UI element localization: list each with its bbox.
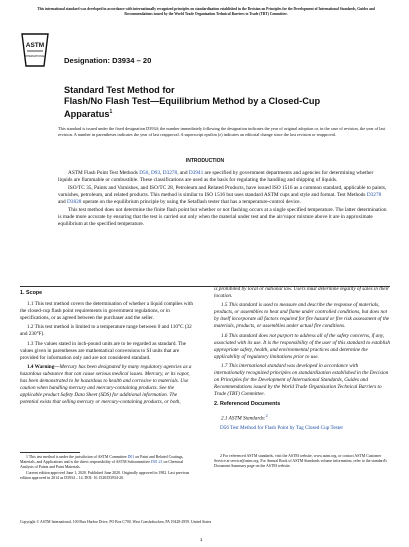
left-column bbox=[20, 290, 196, 409]
warning-text: Mercury has been designated by many regulatory agencies as a hazardous substance that can cause serious medical issues. Mercury, or its vapor, has been demonstrated to be hazardous to health and corrosive to materials. Use caution when handling mercury and mercury-containing products. See the applicable product Safety Data Sheet (SDS) for additional information. The potential exists that selling mercury or mercury-containing products, or both, bbox=[20, 364, 192, 406]
footnote-1-edition: Current edition approved June 1, 2020. Published June 2020. Originally approved in 1982. Last previous edition approved in 2014 as D3934 – 14. DOI: 10.1520/D3934-20. bbox=[20, 471, 190, 480]
warning-label: 1.4 Warning— bbox=[27, 364, 60, 371]
link-reference-d56[interactable]: D56 Test Method for Flash Point by Tag Closed Cup Tester bbox=[220, 425, 344, 432]
link-d3828[interactable]: D3828 bbox=[66, 199, 82, 205]
paragraph-1-5: 1.5 This standard is used to measure and describe the response of materials, products, or assemblies to heat and flame under controlled conditions, but does not by itself incorporate all factors required for fire hazard or fire risk assessment of the materials, products, or assemblies under actual fire conditions. bbox=[214, 302, 390, 330]
link-d3278-2[interactable]: D3278 bbox=[366, 192, 382, 198]
title-line-2: Flash/No Flash Test—Equilibrium Method by a Closed-Cup bbox=[64, 96, 321, 106]
scope-heading: 1. Scope bbox=[20, 290, 43, 296]
title-line-1: Standard Test Method for bbox=[64, 85, 175, 95]
title-footnote-mark: 1 bbox=[109, 109, 113, 115]
footnote-1-text: 1 This test method is under the jurisdiction of ASTM Committee D01 on Paint and Related Coatings, Materials, and Applications and is the direct responsibility of ASTM Subcommittee D01.21 on Chemical Analysis of Paints and Paint Materials. bbox=[20, 455, 184, 469]
reference-d56 bbox=[220, 425, 390, 432]
link-d93[interactable]: D93 bbox=[150, 170, 161, 176]
footnote-2-mark[interactable]: 2 bbox=[265, 413, 268, 419]
svg-text:ASTM: ASTM bbox=[25, 42, 45, 49]
right-column bbox=[214, 286, 390, 435]
paragraph-1-1: 1.1 This test method covers the determination of whether a liquid complies with the closed-cup flash point requirements in government regulations, or in specifications, or as agreed between the purchaser and the seller. bbox=[20, 301, 194, 321]
footnote-1 bbox=[20, 455, 196, 482]
astm-logo bbox=[20, 32, 50, 68]
footnote-2 bbox=[214, 454, 390, 470]
paragraph-1-2: 1.2 This test method is limited to a temperature range between 0 and 110°C (32 and 230°F). bbox=[20, 324, 192, 338]
link-d3941[interactable]: D3941 bbox=[188, 170, 204, 176]
footnote-divider bbox=[20, 452, 80, 453]
paragraph-1-4-continued: is prohibited by local or national law. Users must determine legality of sales in their location. bbox=[214, 286, 390, 299]
page-number: 1 bbox=[200, 537, 203, 542]
document-title bbox=[64, 85, 364, 120]
footnote-2-text: 2 For referenced ASTM standards, visit the ASTM website, www.astm.org, or contact ASTM Customer Service at service@astm.org. For Annual Book of ASTM Standards volume information, refer to the standard's Document Summary page on the ASTM website. bbox=[214, 454, 387, 468]
issuance-note: This standard is issued under the fixed designation D3934; the number immediately following the designation indicates the year of original adoption or, in the case of revision, the year of last revision. A number in parentheses indicates the year of last reapproval. A superscript epsilon (ε) indicates an editorial change since the last revision or reapproval. bbox=[58, 126, 386, 137]
introduction-heading: INTRODUCTION bbox=[185, 158, 225, 164]
link-d01-21[interactable]: D01.21 bbox=[150, 460, 163, 464]
paragraph-2-1: 2.1 ASTM Standards:$^2$ bbox=[221, 413, 268, 422]
paragraph-1-6: 1.6 This standard does not purport to address all of the safety concerns, if any, associated with its use. It is the responsibility of the user of this standard to establish appropriate safety, health, and environmental practices and determine the applicability of regulatory limitations prior to use. bbox=[214, 332, 390, 360]
paragraph-1-7: 1.7 This international standard was developed in accordance with internationally recognized principles on standardization established in the Decision on Principles for the Development of International Standards, Guides and Recommendations issued by the World Trade Organization Technical Barriers to Trade (TBT) Committee. bbox=[214, 363, 389, 398]
paragraph-1-3: 1.3 The values stated in inch-pound units are to be regarded as standard. The values given in parentheses are mathematical conversions to SI units that are provided for information only and are not considered standard. bbox=[20, 340, 186, 361]
designation: Designation: D3934 – 20 bbox=[64, 56, 152, 65]
intro-paragraph-3: This test method does not determine the finite flash point but whether or not flashing occurs at a single specified temperature. The latter determination is made more accurate by ensuring that the test is carried out only when the material under test and the air/vapor mixture above it are in approximate equilibrium at the specified temperature. bbox=[58, 207, 387, 227]
introduction-body bbox=[58, 170, 388, 228]
link-d3278[interactable]: D3278 bbox=[162, 170, 178, 176]
title-line-3: Apparatus$^1$ bbox=[64, 109, 113, 120]
top-notice: This international standard was developed in accordance with internationally recognized principles on standardization established in the Decision on Principles for the Development of International Standards, Guides and Recommendations issued by the World Trade Organization Technical Barriers to Trade (TBT) Committee. bbox=[37, 7, 375, 16]
svg-text:INTERNATIONAL: INTERNATIONAL bbox=[25, 55, 45, 58]
link-d01[interactable]: D01 bbox=[127, 455, 135, 459]
referenced-documents-heading: 2. Referenced Documents bbox=[214, 401, 281, 408]
intro-paragraph-2: ISO/TC 35, Paints and Varnishes, and ISO/TC 28, Petroleum and Related Products, have issued ISO 1516 as a common standard, applicable to paints, varnishes, petroleum, and related products. This method is similar to ISO 1516 but uses standard ASTM cups and style and format. Test Methods D3278 and D3828 operate on the equilibrium principle by using the Setaflash tester that has a temperature-control device. bbox=[58, 185, 387, 205]
copyright-line: Copyright © ASTM International, 100 Barr Harbor Drive, PO Box C700, West Conshohocken, PA 19428-2959. United States bbox=[20, 520, 212, 524]
paragraph-1-4 bbox=[20, 364, 196, 406]
link-d56[interactable]: D56 bbox=[139, 170, 149, 176]
intro-paragraph-1: ASTM Flash Point Test Methods D56, D93, D3278, and D3941 are specified by government departments and agencies for determining whether liquids are flammable or combustible. These classifications are used as the basis for regulating the handling and shipping of liquids. bbox=[58, 170, 374, 183]
